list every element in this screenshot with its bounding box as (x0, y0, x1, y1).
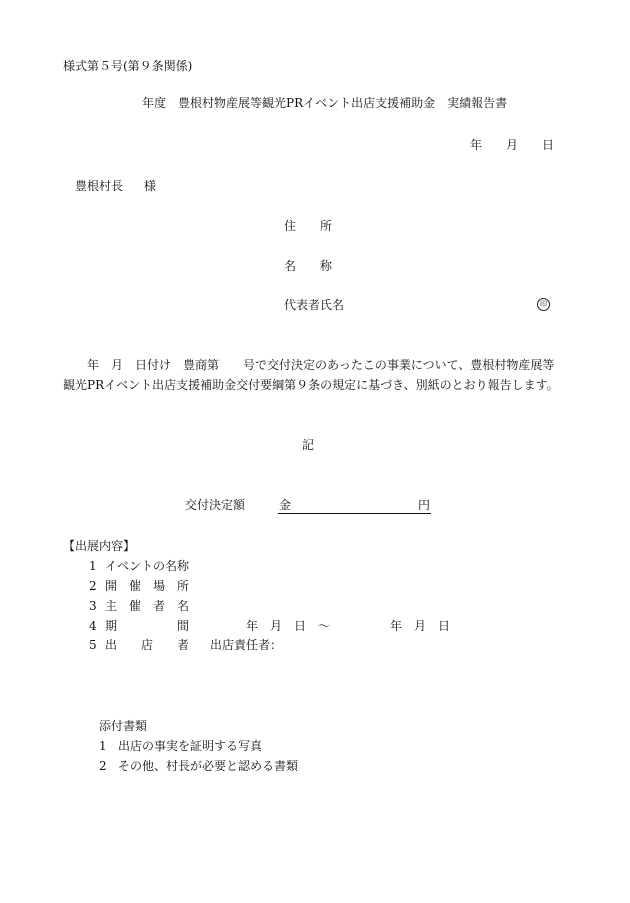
contents-item-5-label: 出 店 者 (105, 638, 190, 652)
date-day: 日 (542, 138, 555, 152)
representative-label: 代表者氏名 (284, 298, 345, 312)
contents-item-2-num: 2 (89, 579, 97, 593)
seal-mark: 印 (537, 298, 550, 311)
addressee-honorific: 様 (144, 179, 157, 193)
ki-heading: 記 (302, 438, 315, 452)
contents-heading: 【出展内容】 (63, 539, 136, 553)
contents-item-4-num: 4 (89, 619, 97, 633)
contents-item-2-label: 開 催 場 所 (105, 579, 190, 593)
document-title: 年度 豊根村物産展等観光PRイベント出店支援補助金 実績報告書 (142, 96, 508, 110)
attachment-item-1-label: 出店の事実を証明する写真 (118, 739, 263, 753)
contents-item-1-num: 1 (89, 559, 97, 573)
attachment-item-2-label: その他、村長が必要と認める書類 (118, 759, 299, 773)
grant-amount-underline (278, 513, 431, 514)
name-label: 名 称 (284, 259, 333, 273)
addressee-name: 豊根村長 (75, 179, 124, 193)
contents-item-4-label: 期 間 (105, 619, 190, 633)
address-label: 住 所 (284, 219, 333, 233)
contents-item-3-num: 3 (89, 599, 97, 613)
body-text-line-2: 観光PRイベント出店支援補助金交付要綱第９条の規定に基づき、別紙のとおり報告します。 (63, 378, 559, 392)
contents-item-3-label: 主 催 者 名 (105, 599, 190, 613)
attachment-item-1-num: 1 (99, 739, 107, 753)
grant-amount-suffix: 円 (418, 498, 431, 512)
date-month: 月 (506, 138, 519, 152)
contents-item-1-label: イベントの名称 (105, 559, 190, 573)
contents-item-5-value: 出店責任者： (210, 638, 283, 652)
contents-item-5-num: 5 (89, 638, 97, 652)
attachments-heading: 添付書類 (99, 719, 148, 733)
contents-item-4-value: 年 月 日 ～ 年 月 日 (246, 619, 451, 633)
body-text-line-1: 年 月 日付け 豊商第 号で交付決定のあったこの事業について、豊根村物産展等 (63, 358, 555, 372)
grant-amount-prefix: 金 (279, 498, 292, 512)
attachment-item-2-num: 2 (99, 759, 107, 773)
date-line (470, 138, 560, 152)
form-number: 様式第５号(第９条関係) (63, 59, 193, 73)
date-year: 年 (470, 138, 483, 152)
grant-amount-label: 交付決定額 (185, 498, 246, 512)
